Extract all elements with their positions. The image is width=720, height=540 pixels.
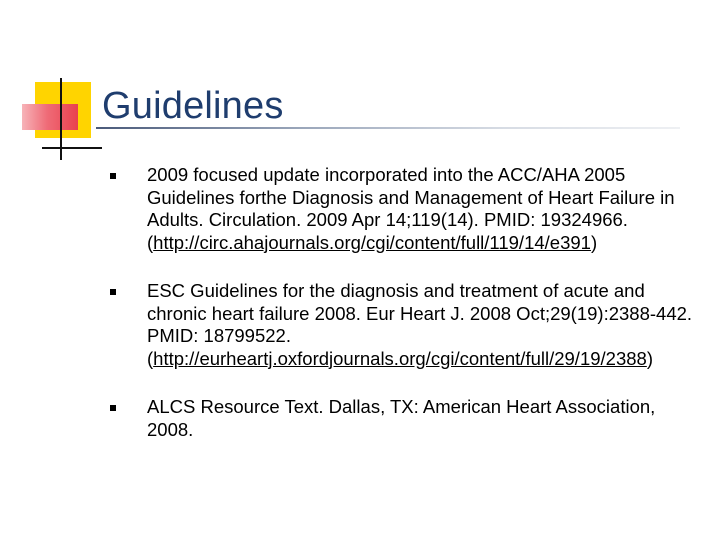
bullet-text: ESC Guidelines for the diagnosis and treatment of acute and chronic heart failure 2008. Eur Heart J. 2008 Oct;29(19):2388-442. PMID: 18799522. ( [147, 280, 693, 369]
decorative-pink-bar [22, 104, 78, 130]
bullet-suffix: ) [646, 347, 653, 369]
square-bullet-icon [110, 173, 116, 179]
slide-title: Guidelines [102, 85, 284, 127]
bullet-item [110, 396, 700, 441]
bullet-text: 2009 focused update incorporated into the ACC/AHA 2005 Guidelines forthe Diagnosis and Management of Heart Failure in Adults. Circulation. 2009 Apr 14;119(14). PMID: 19324966. ( [147, 164, 675, 253]
decorative-horizontal-line [42, 147, 102, 149]
bullet-suffix: ) [590, 231, 598, 253]
reference-link[interactable]: http://eurheartj.oxfordjournals.org/cgi/content/full/29/19/2388 [153, 347, 647, 369]
square-bullet-icon [110, 405, 116, 411]
reference-link[interactable]: http://circ.ahajournals.org/cgi/content/full/119/14/e391 [153, 231, 591, 253]
square-bullet-icon [110, 289, 116, 295]
bullet-item [110, 280, 700, 370]
bullet-list [110, 164, 700, 467]
bullet-item [110, 164, 700, 254]
bullet-text: ALCS Resource Text. Dallas, TX: American Heart Association, 2008. [147, 396, 656, 440]
title-underline-rule [96, 127, 680, 129]
